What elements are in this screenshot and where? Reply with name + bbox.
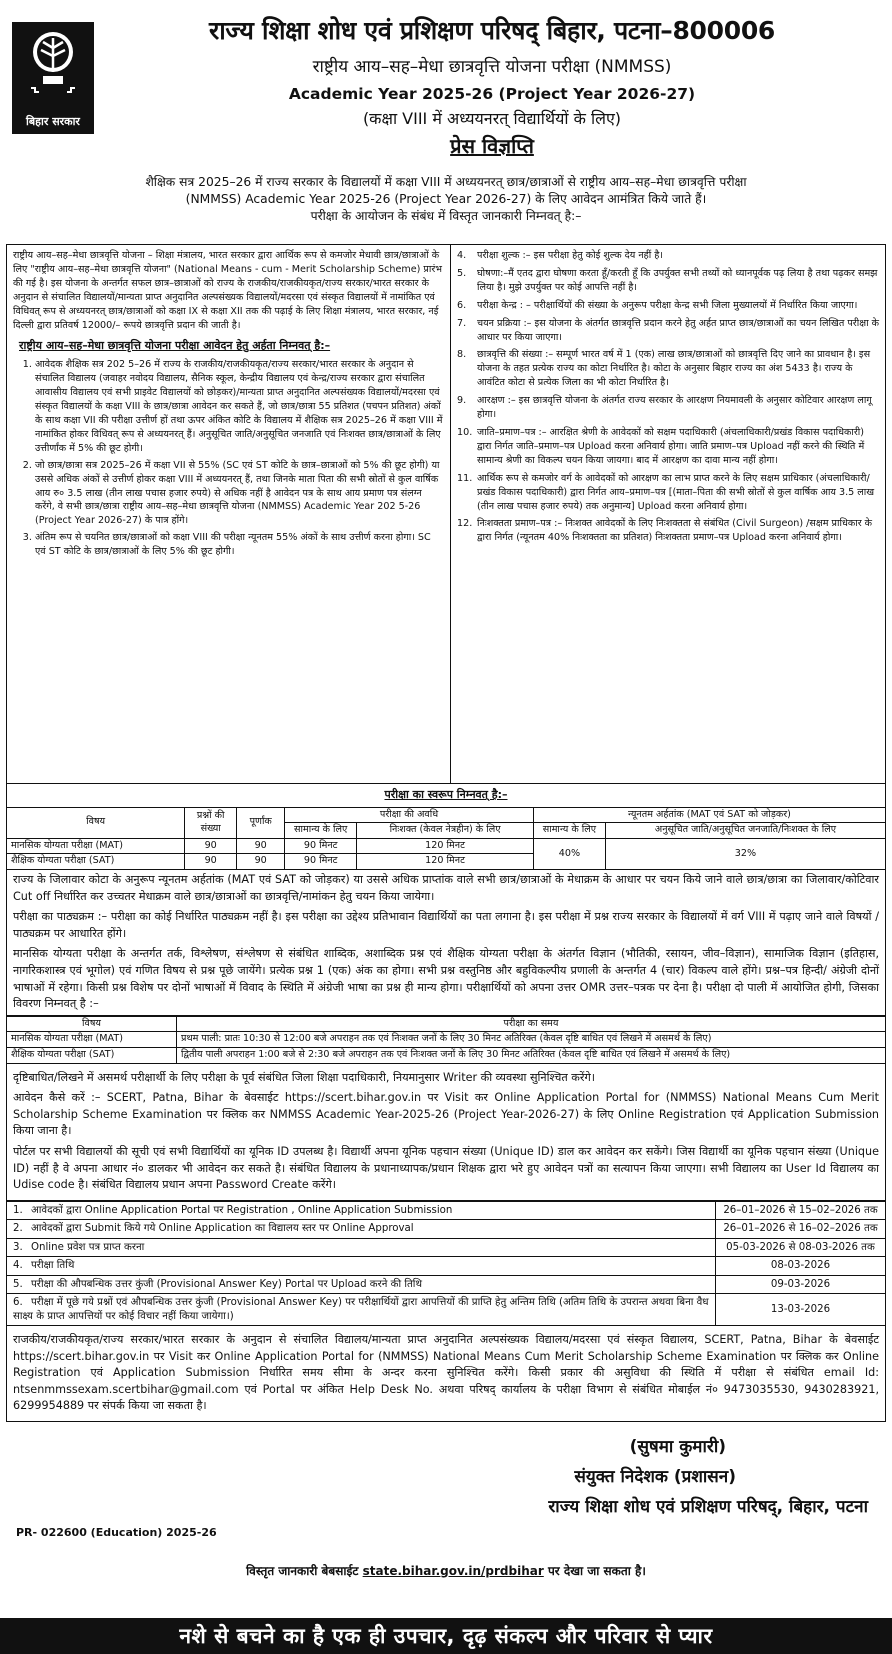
th-questions: प्रश्नों की संख्या [185, 807, 237, 838]
schedule-date: 26–01–2026 से 15–02–2026 तक [716, 1201, 886, 1219]
council-title: राज्य शिक्षा शोध एवं प्रशिक्षण परिषद् बिहार, पटना–800006 [208, 16, 776, 45]
item-number: 7. [457, 317, 467, 329]
intro-line: शैक्षिक सत्र 2025–26 में राज्य सरकार के विद्यालयों में कक्षा VIII में अध्ययनरत् छात्र/छात्राओं से राष्ट्रीय आय–सह–मेधा छात्रवृत्ति परीक्षा [145, 175, 747, 189]
item-text: परीक्षा शुल्क :– इस परीक्षा हेतु कोई शुल्क देय नहीं है। [477, 250, 664, 261]
item-text: घोषणा:–मैं एतद द्वारा घोषणा करता हूँ/करती हूँ कि उपर्युक्त सभी तथ्यों को ध्यानपूर्वक पढ़ लिया है तथा पढ़कर समझ लिया है। मुझे उपर्युक्त पर कोई आपत्ति नहीं है। [477, 267, 878, 293]
item-text: आर्थिक रूप से कमजोर वर्ग के आवेदकों को आरक्षण का लाभ प्राप्त करने के लिए सक्षम प्राधिकार (अंचलाधिकारी/प्रखंड विकास पदाधिकारी) द्वारा निर्गत आय–प्रमाण–पत्र [(माता–पिता की सभी स्रोतों से कुल वार्षिक आय 3.5 लाख (तीन लाख पचास हजार रुपये) तक अनुमान्य] Upload करना अनिवार्य होगा। [477, 472, 875, 512]
class-note: (कक्षा VIII में अध्ययनरत् विद्यार्थियों के लिए) [362, 109, 622, 128]
cell-questions: 90 [185, 838, 237, 854]
intro [6, 158, 886, 244]
eligibility-heading: राष्ट्रीय आय–सह–मेधा छात्रवृत्ति योजना परीक्षा आवेदन हेतु अर्हता निम्नवत् है:– [19, 339, 331, 353]
bihar-govt-logo [12, 22, 94, 134]
schedule-date: 26–01–2026 से 16–02–2026 तक [716, 1220, 886, 1238]
item-text: आरक्षण :– इस छात्रवृत्ति योजना के अंतर्गत राज्य सरकार के आरक्षण नियमावली के अनुसार कोटिवार आरक्षण लागू होगा। [477, 395, 872, 421]
cell-subject: मानसिक योग्यता परीक्षा (MAT) [7, 1032, 177, 1048]
list-item [457, 317, 879, 345]
th-min-general: सामान्य के लिए [533, 823, 605, 839]
th-dur-general: सामान्य के लिए [285, 823, 357, 839]
cell-dur-disabled: 120 मिनट [357, 838, 534, 854]
event-text: परीक्षा में पूछे गये प्रश्नों एवं औपबन्धिक उत्तर कुंजी (Provisional Answer Key) पर परीक्षार्थियों द्वारा आपत्तियों की प्राप्ति हेतु अन्तिम तिथि (अतिम तिथि के उपरान्त अथवा बिना वैध साक्ष्य के प्राप्त आपत्तियों पर कोई विचार नहीं किया जायेगा।) [13, 1297, 709, 1322]
apply-paragraph: आवेदन कैसे करें :– SCERT, Patna, Bihar के बेवसाईट https://scert.bihar.gov.in पर Visit कर Online Application Portal for (NMMSS) National Means Cum Merit Scholarship Scheme Examination पर क्लिक कर NMMSS Academic Year-2025-26 (Project Year-2026-27) के लिए Online Registration एवं Application Submission किया जाना है। [13, 1091, 879, 1138]
schedule-event [7, 1294, 716, 1326]
th-duration: परीक्षा की अवधि [285, 807, 534, 823]
item-number: 6. [13, 1297, 23, 1309]
schedule-date: 13-03-2026 [716, 1294, 886, 1326]
table-row [7, 1238, 886, 1256]
portal-paragraph: पोर्टल पर सभी विद्यालयों की सूची एवं सभी विद्यार्थियों का यूनिक ID उपलब्ध है। विद्यार्थी अपना यूनिक पहचान संख्या (Unique ID) डाल कर आवेदन कर सकेंगे। जिस विद्यार्थी का यूनिक पहचान संख्या (Unique ID) नहीं है वे अपना आधार नं० डालकर भी आवेदन कर सकते है। संबंधित विद्यालय के प्रधानाध्यापक/प्रधान शिक्षक द्वारा भरे हुए आवेदन पत्रों का सत्यापन किया जाएगा। सभी विद्यालय का User Id विद्यालय का Udise code है। संबंधित विद्यालय प्रधान अपना Password Create करेंगे। [13, 1145, 879, 1192]
table-row [7, 1257, 886, 1275]
schedule-date: 08-03-2026 [716, 1257, 886, 1275]
item-number: 8. [457, 349, 467, 361]
cell-subject: मानसिक योग्यता परीक्षा (MAT) [7, 838, 185, 854]
writer-paragraph: दृष्टिबाधित/लिखने में असमर्थ परीक्षार्थी के लिए परीक्षा के पूर्व संबंधित जिला शिक्षा पदाधिकारी, नियमानुसार Writer की व्यवस्था सुनिश्चित करेंगे। [13, 1070, 596, 1084]
cell-min-general: 40% [533, 838, 605, 869]
signature-block [6, 1422, 886, 1558]
event-text: आवेदकों द्वारा Online Application Portal पर Registration , Online Application Submission [31, 1204, 453, 1216]
website-suffix: पर देखा जा सकता है। [547, 1563, 646, 1578]
timing-table [6, 1016, 886, 1064]
cell-marks: 90 [237, 838, 285, 854]
schedule-date: 05-03-2026 से 08-03-2026 तक [716, 1238, 886, 1256]
list-item [457, 267, 879, 295]
th-time: परीक्षा का समय [177, 1016, 886, 1032]
cutoff-paragraph: राज्य के जिलावार कोटा के अनुरूप न्यूनतम अर्हतांक (MAT एवं SAT को जोड़कर) या उससे अधिक प्राप्तांक वाले सभी छात्र/छात्राओं के मेधाक्रम के आधार पर चयन किये जाने वाले छात्र/छात्रा का जिलावार/कोटिवार Cut off निर्धारित कर उच्चतर मेधाक्रम वाले छात्र/छात्राओं का छात्रवृत्ति/नामांकन हेतु चयन किया जायेगा। [13, 873, 879, 903]
website-note [6, 1558, 886, 1584]
item-number: 6. [457, 299, 467, 311]
closing-paragraph: राजकीय/राजकीयकृत/राज्य सरकार/भारत सरकार के अनुदान से संचालित विद्यालय/मान्यता प्राप्त अनुदानित अल्पसंख्यक विद्यालय/मदरसा एवं संस्कृत विद्यालय, SCERT, Patna, Bihar के बेवसाईट https://scert.bihar.gov.in पर Visit कर Online Application Portal for (NMMSS) National Means Cum Merit Scholarship Scheme Examination पर क्लिक कर Online Registration एवं Application Submission निर्धारित समय सीमा के अन्दर करना सुनिश्चित करेंगे। किसी प्रकार की असुविधा की स्थिति में परीक्षा से संबंधित email Id: ntsenmmssexam.scertbihar@gmail.com एवं Portal पर अंकित Help Desk No. अथवा परिषद् कार्यालय के परीक्षा विभाग से संबंधित मोबाईल नं० 9473035530, 9430283921, 6299954889 पर संपर्क किया जा सकता है। [13, 1332, 879, 1413]
intro-line: (NMMSS) Academic Year 2025-26 (Project Year 2026-27) के लिए आवेदन आमंत्रित किये जाते हैं। [185, 191, 707, 206]
cell-subject: शैक्षिक योग्यता परीक्षा (SAT) [7, 1048, 177, 1064]
exam-format-heading: परीक्षा का स्वरूप निम्नवत् है:– [6, 784, 886, 807]
list-item [457, 517, 879, 545]
item-number: 5. [13, 1278, 23, 1290]
right-column [451, 245, 885, 783]
table-row [7, 1201, 886, 1219]
item-number: 12. [457, 518, 473, 530]
item-number: 2. [13, 1223, 23, 1235]
table-row [7, 1294, 886, 1326]
item-number: 9. [457, 395, 467, 407]
signatory-designation: संयुक्त निदेशक (प्रशासन) [574, 1466, 736, 1487]
academic-year: Academic Year 2025-26 (Project Year 2026-27) [288, 85, 696, 103]
slogan-footer: नशे से बचने का है एक ही उपचार, दृढ़ संकल्प और परिवार से प्यार [0, 1618, 892, 1654]
logo-text: बिहार सरकार [26, 115, 80, 129]
th-subject: विषय [7, 1016, 177, 1032]
item-number: 10. [457, 426, 473, 438]
cell-subject: शैक्षिक योग्यता परीक्षा (SAT) [7, 854, 185, 870]
th-minimum: न्यूनतम अर्हतांक (MAT एवं SAT को जोड़कर) [533, 807, 885, 823]
scheme-paragraph: राष्ट्रीय आय–सह–मेधा छात्रवृत्ति योजना – शिक्षा मंत्रालय, भारत सरकार द्वारा आर्थिक रूप से कमजोर मेधावी छात्र/छात्राओं के लिए "राष्ट्रीय आय–सह–मेधा छात्रवृत्ति योजना" (National Means - cum - Merit Scholarship Scheme) प्रारंभ की गई है। इस योजना के अन्तर्गत सफल छात्र–छात्राओं को राज्य के राजकीय/राजकीयकृत/राज्य सरकार/भारत सरकार के अनुदान से संचालित विद्यालयों/मान्यता प्राप्त अनुदानित अल्पसंख्यक विद्यालयों/मदरसा एवं संस्कृत विद्यालयों में नामांकित एवं विधिवत् रूप से अध्ययनरत् छात्र/छात्राओं को कक्षा IX से कक्षा XII तक की पढ़ाई के लिए शिक्षा मंत्रालय, भारत सरकार, नई दिल्ली द्वारा प्रतिवर्ष 12000/– रूपये छात्रवृत्ति प्रदान की जाती है। [13, 250, 443, 331]
item-number: 11. [457, 472, 473, 484]
cell-dur-disabled: 120 मिनट [357, 854, 534, 870]
intro-line: परीक्षा के आयोजन के संबंध में विस्तृत जानकारी निम्नवत् है:– [310, 208, 582, 223]
scheme-title: राष्ट्रीय आय–सह–मेधा छात्रवृत्ति योजना परीक्षा (NMMSS) [312, 57, 672, 77]
cell-min-reserved: 32% [605, 838, 885, 869]
bodhi-tree-emblem-icon [23, 28, 83, 100]
item-text: जाति–प्रमाण–पत्र :– आरक्षित श्रेणी के आवेदकों को सक्षम पदाधिकारी (अंचलाधिकारी/प्रखंड विकास पदाधिकारी) द्वारा निर्गत जाति–प्रमाण–पत्र Upload करना अनिवार्य होगा। जाति प्रमाण–पत्र Upload नहीं करने की स्थिति में सामान्य श्रेणी का विकल्प चयन किया जायगा। बाद में आरक्षण का दावा मान्य नहीं होगा। [477, 426, 865, 466]
cell-questions: 90 [185, 854, 237, 870]
event-text: परीक्षा तिथि [31, 1260, 75, 1272]
syllabus-paragraph: परीक्षा का पाठ्यक्रम :– परीक्षा का कोई निर्धारित पाठ्यक्रम नहीं है। इस परीक्षा का उद्देश्य प्रतिभावान विद्यार्थियों का पता लगाना है। इस परीक्षा में प्रश्न राज्य सरकार के विद्यालयों में वर्ग VIII में पढ़ाए जाने वाले विषयों / पाठ्यक्रम पर आधारित होंगे। [13, 910, 879, 940]
th-dur-disabled: निःशक्त (केवल नेत्रहीन) के लिए [357, 823, 534, 839]
table-row [7, 1220, 886, 1238]
table-row [7, 838, 886, 854]
event-text: Online प्रवेश पत्र प्राप्त करना [31, 1241, 145, 1253]
header [6, 0, 886, 158]
item-text: चयन प्रक्रिया :– इस योजना के अंतर्गत छात्रवृत्ति प्रदान करने हेतु अर्हत प्राप्त छात्र/छात्राओं का चयन लिखित परीक्षा के आधार पर किया जाएगा। [477, 317, 879, 343]
list-item [457, 249, 879, 263]
schedule-event [7, 1238, 716, 1256]
list-item: 3. अंतिम रूप से चयनित छात्र/छात्राओं को कक्षा VIII की परीक्षा न्यूनतम 55% अंकों के साथ उत्तीर्ण करना होगा। SC एवं ST कोटि के छात्र/छात्राओं के लिए 5% की छूट होगी। [35, 531, 444, 559]
cell-dur-general: 90 मिनट [285, 838, 357, 854]
item-number: 4. [13, 1260, 23, 1272]
schedule-date: 09-03-2026 [716, 1275, 886, 1293]
list-item: 2. जो छात्र/छात्रा सत्र 2025–26 में कक्षा VII से 55% (SC एवं ST कोटि के छात्र–छात्राओं को 5% की छूट होगी) या उससे अधिक अंकों से उत्तीर्ण होकर कक्षा VIII में अध्ययनरत् हैं, तथा जिनके माता पिता की सभी स्रोतों से कुल वार्षिक आय रु० 3.5 लाख (तीन लाख पचास हजार रुपये) से अधिक नहीं है आवेदन पत्र के साथ आय प्रमाण पत्र संलग्न करेंगे, वे सभी छात्र/छात्रा राष्ट्रीय आय–सह–मेधा छात्रवृत्ति योजना (NMMSS) Academic Year 202 5-26 (Project Year 2026-27) के पात्र होंगे। [35, 459, 444, 529]
item-text: छात्रवृत्ति की संख्या :– सम्पूर्ण भारत वर्ष में 1 (एक) लाख छात्र/छात्राओं को छात्रवृत्ति दिए जाने का प्रावधान है। इस योजना के तहत प्रत्येक राज्य का कोटा निर्धारित है। कोटा के अनुसार बिहार राज्य का अंश 5433 है। राज्य के आवंटित कोटा से प्रत्येक जिला का भी कोटा निर्धारित है। [477, 349, 871, 389]
eligibility-list [13, 358, 444, 559]
schedule-event [7, 1275, 716, 1293]
website-prefix: विस्तृत जानकारी बेबसाईट [246, 1563, 359, 1578]
item-text: परीक्षा केन्द्र : – परीक्षार्थियों की संख्या के अनुरूप परीक्षा केन्द्र सभी जिला मुख्यालयों में निर्धारित किया जाएगा। [477, 299, 858, 311]
list-item [457, 299, 879, 313]
list-item [457, 394, 879, 422]
table-row [7, 1032, 886, 1048]
press-release-title: प्रेस विज्ञप्ति [450, 134, 534, 158]
schedule-table [6, 1201, 886, 1326]
signatory-name: (सुषमा कुमारी) [629, 1436, 726, 1457]
th-subject: विषय [7, 807, 185, 838]
item-number: 4. [457, 250, 467, 261]
table-row [7, 1048, 886, 1064]
exam-format-table [6, 807, 886, 871]
pattern-paragraph: मानसिक योग्यता परीक्षा के अन्तर्गत तर्क, विश्लेषण, संश्लेषण से संबंधित शाब्दिक, अशाब्दिक प्रश्न एवं शैक्षिक योग्यता परीक्षा के अंतर्गत विज्ञान (भौतिकी, रसायन, जीव–विज्ञान), सामाजिक विज्ञान (इतिहास, नागरिकशास्त्र एवं भूगोल) एवं गणित विषय से प्रश्न पूछे जायेंगे। प्रत्येक प्रश्न 1 (एक) अंक का होगा। सभी प्रश्न वस्तुनिष्ठ और बहुविकल्पीय प्रणाली के अन्तर्गत 4 (चार) विकल्प वाले होंगे। प्रश्न–पत्र हिन्दी/ अंग्रेजी दोनों भाषाओं में रहेगा। किसी प्रश्न विशेष पर दोनों भाषाओं में विवाद के स्थिति में अंग्रेजी भाषा का प्रश्न ही मान्य होगा। परीक्षार्थियों को अपना उत्तर OMR उत्तर–पत्रक पर देना है। परीक्षा दो पाली में आयोजित होगी, जिसका विवरण निम्नवत् है :– [13, 947, 879, 1011]
signatory-office: राज्य शिक्षा शोध एवं प्रशिक्षण परिषद्, बिहार, पटना [548, 1496, 868, 1517]
how-to-apply-section [6, 1064, 886, 1201]
th-marks: पूर्णांक [237, 807, 285, 838]
closing-section [6, 1326, 886, 1422]
list-item [457, 348, 879, 390]
cell-time: द्वितीय पाली अपराहन 1:00 बजे से 2:30 बजे अपराहन तक एवं निःशक्त जनों के लिए 30 मिनट अतिरिक्त (केवल दृष्टि बाधित एवं लिखने में असमर्थ के लिए) [177, 1048, 886, 1064]
schedule-event [7, 1201, 716, 1219]
list-item: 1. आवेदक शैक्षिक सत्र 202 5–26 में राज्य के राजकीय/राजकीयकृत/राज्य सरकार/भारत सरकार के अनुदान से संचालित विद्यालय (जवाहर नवोदय विद्यालय, सैनिक स्कूल, केन्द्रीय विद्यालय एवं केन्द्र/राज्य सरकार द्वारा संचालित आवासीय विद्यालय एवं सभी प्राइवेट विद्यालयों को छोड़कर)/मान्यता प्राप्त अनुदानित अल्पसंख्यक विद्यालयों/मदरसा एवं संस्कृत विद्यालयों के कक्षा VIII के छात्र/छात्रा आवेदन कर सकते हैं, जो छात्र/छात्रा 55 प्रतिशत (पचपन प्रतिशत) अंकों के साथ कक्षा VII की परीक्षा उत्तीर्ण हों तथा ऊपर अंकित कोटि के विद्यालय में शैक्षिक सत्र 2025–26 में कक्षा VIII में नामांकित होकर विधिवत् रूप से अध्ययनरत् हैं। अनुसूचित जाति/अनुसूचित जनजाति एवं निःशक्त छात्र/छात्राओं के लिए उत्तीर्णांक में 5% की छूट होगी। [35, 358, 444, 455]
item-text: निःशक्तता प्रमाण–पत्र :– निःशक्त आवेदकों के लिए निःशक्तता से संबंधित (Civil Surgeon) /सक्षम प्राधिकार के द्वारा निर्गत (न्यूनतम 40% निःशक्तता का प्रतिशत) निःशक्तता प्रमाण–पत्र Upload करना अनिवार्य होगा। [477, 518, 873, 544]
item-number: 5. [457, 267, 467, 279]
cell-dur-general: 90 मिनट [285, 854, 357, 870]
th-min-reserved: अनुसूचित जाति/अनुसूचित जनजाति/निःशक्त के लिए [605, 823, 885, 839]
pr-number: PR- 022600 (Education) 2025-26 [16, 1525, 217, 1539]
schedule-event [7, 1257, 716, 1275]
list-item [457, 426, 879, 468]
details-box [6, 244, 886, 784]
item-number: 1. [13, 1204, 23, 1216]
schedule-event [7, 1220, 716, 1238]
cell-marks: 90 [237, 854, 285, 870]
website-link[interactable]: state.bihar.gov.in/prdbihar [362, 1563, 544, 1578]
list-item [457, 472, 879, 514]
event-text: आवेदकों द्वारा Submit किये गये Online Application का विद्यालय स्तर पर Online Approval [31, 1223, 414, 1235]
left-column [7, 245, 451, 783]
event-text: परीक्षा की औपबन्धिक उत्तर कुंजी (Provisional Answer Key) Portal पर Upload करने की तिथि [31, 1278, 422, 1290]
syllabus-section [6, 870, 886, 1016]
item-number: 3. [13, 1241, 23, 1253]
cell-time: प्रथम पाली: प्रातः 10:30 से 12:00 बजे अपराहन तक एवं निःशक्त जनों के लिए 30 मिनट अतिरिक्त (केवल दृष्टि बाधित एवं लिखने में असमर्थ के लिए) [177, 1032, 886, 1048]
table-row [7, 1275, 886, 1293]
